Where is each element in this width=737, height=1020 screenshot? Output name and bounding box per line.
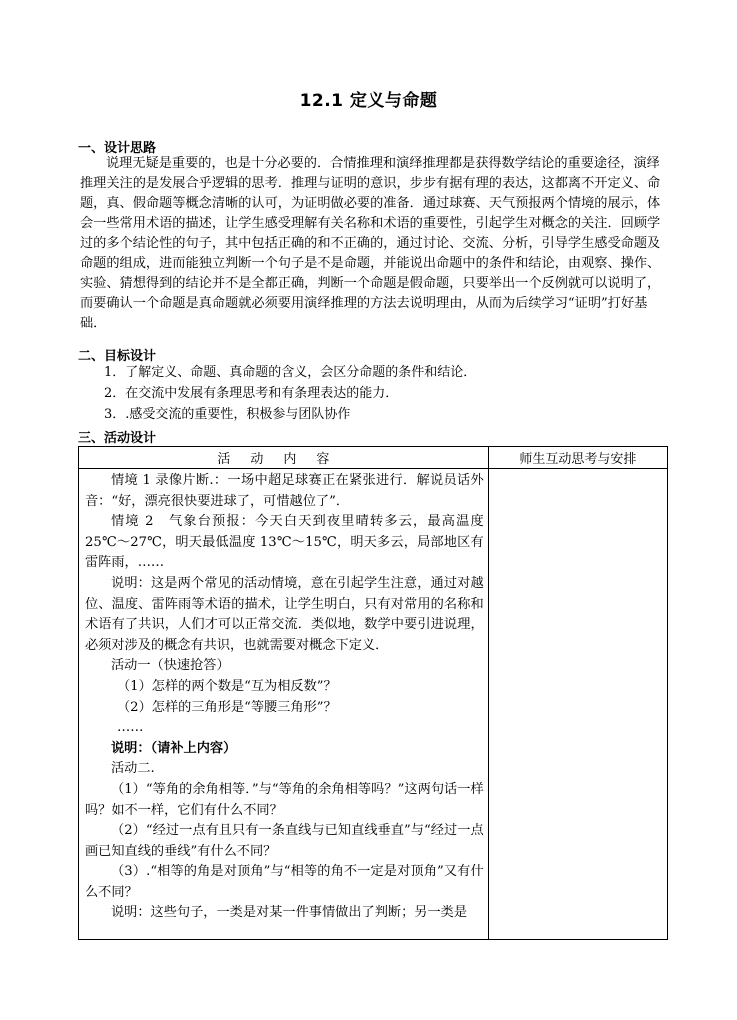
activity-paragraph: （3）.“相等的角是对顶角”与“相等的角不一定是对顶角”又有什么不同？: [85, 864, 484, 900]
activity-paragraph: 说明：（请补上内容）: [111, 740, 237, 756]
activity-table-body-row: [79, 469, 668, 940]
activity-paragraph: 活动二.: [111, 761, 155, 777]
activity-content: [79, 469, 488, 939]
teacher-student-cell: [488, 469, 667, 940]
teacher-student-header: 师生互动思考与安排: [488, 447, 667, 469]
activity-paragraph: （1）怎样的两个数是“互为相反数”？: [117, 678, 337, 694]
section-heading-goals: 二、目标设计: [78, 349, 157, 364]
design-idea-paragraph: [80, 154, 668, 334]
activity-content-header: 活动内容: [79, 447, 489, 469]
section-heading-activities: 三、活动设计: [78, 431, 157, 446]
activity-paragraph: 活动一（快速抢答）: [111, 658, 230, 674]
activity-paragraph: 说明：这些句子，一类是对某一件事情做出了判断；另一类是: [111, 905, 468, 921]
activity-paragraph: （2）“经过一点有且只有一条直线与已知直线垂直”与“经过一点画已知直线的垂线”有什么不同？: [85, 823, 484, 859]
activity-paragraph: （1）“等角的余角相等．”与“等角的余角相等吗？”这两句话一样吗？如不一样，它们有什么不同？: [85, 781, 484, 818]
activity-paragraph: 说明：这是两个常见的活动情境，意在引起学生注意，通过对越位、温度、雷阵雨等术语的描术，让学生明白，只有对常用的名称和术语有了共识，人们才可以正常交流．类似地，数学中要引进说理，必须对涉及的概念有共识，也就需要对概念下定义．: [85, 575, 484, 653]
activity-paragraph: 情境 1 录像片断.：一场中超足球赛正在紧张进行．解说员话外音：“好，漂亮很快要进球了，可惜越位了”．: [85, 473, 484, 509]
page-title: 12.1 定义与命题: [299, 91, 438, 111]
goal-item-2: 2．在交流中发展有条理思考和有条理表达的能力．: [104, 386, 399, 401]
activity-paragraph: ……: [117, 720, 144, 736]
activity-paragraph: （2）怎样的三角形是“等腰三角形”？: [117, 699, 337, 715]
activity-paragraph: 情境 2 气象台预报：今天白天到夜里晴转多云，最高温度 25℃～27℃，明天最低温度 13℃～15℃，明天多云，局部地区有雷阵雨，……: [85, 514, 484, 571]
goal-item-3: 3．.感受交流的重要性，积极参与团队协作: [104, 407, 351, 422]
activity-table: [78, 446, 668, 940]
design-idea-text: 说理无疑是重要的，也是十分必要的．合情推理和演绎推理都是获得数学结论的重要途径，演绎推理关注的是发展合乎逻辑的思考．推理与证明的意识，步步有据有理的表达，这都离不开定义、命题，真、假命题等概念清晰的认可，为证明做必要的准备．通过球赛、天气预报两个情境的展示，体会一些常用术语的描述，让学生感受理解有关名称和术语的重要性，引起学生对概念的关注．回顾学过的多个结论性的句子，其中包括正确的和不正确的，通过讨论、交流、分析，引导学生感受命题及命题的组成，进而能独立判断一个句子是不是命题，并能说出命题中的条件和结论，由观察、操作、实验、猜想得到的结论并不是全都正确，判断一个命题是假命题，只要举出一个反例就可以说明了，而要确认一个命题是真命题就必须要用演绎推理的方法去说明理由，从而为后续学习“证明”打好基础．: [80, 156, 661, 331]
activity-table-header-row: [79, 447, 668, 469]
activity-content-cell: [79, 469, 489, 940]
goal-item-1: 1．了解定义、命题、真命题的含义，会区分命题的条件和结论．: [104, 365, 477, 380]
section-heading-design-idea: 一、设计思路: [78, 141, 157, 156]
